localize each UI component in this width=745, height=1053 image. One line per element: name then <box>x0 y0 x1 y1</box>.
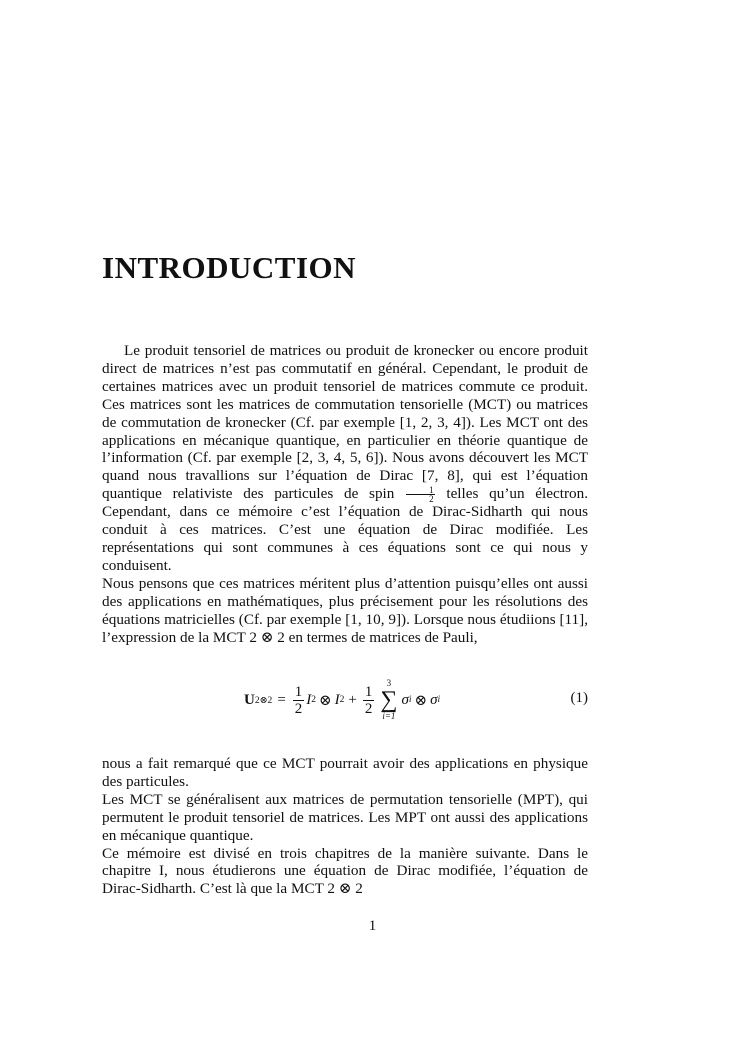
equation-fraction-1: $\frac{1}{2}$ <box>294 683 303 717</box>
equation-1 <box>102 676 588 724</box>
spin-fraction: $\frac{1}{2}$ <box>406 486 435 503</box>
summation: 3 ∑ i=1 <box>380 678 398 721</box>
paragraph-5: Ce mémoire est divisé en trois chapitres de la manière suivante. Dans le chapitre I, nous étudierons une équation de Dirac modifiée, l’équation de Dirac-Sidharth. C’est là que la MCT 2 ⊗ 2 <box>102 844 588 898</box>
paragraph-2: Nous pensons que ces matrices méritent plus d’attention puisqu’elles ont aussi des applications en mathématiques, plus précisement pour les résolutions des équations matricielles (Cf. par exemple [1, 10, 9]). Lorsque nous étudiions [11], l’expression de la MCT 2 ⊗ 2 en termes de matrices de Pauli, <box>102 574 588 646</box>
equation-fraction-2: $\frac{1}{2}$ <box>364 683 373 717</box>
paragraph-3: nous a fait remarqué que ce MCT pourrait avoir des applications en physique des particules. <box>102 755 588 790</box>
paragraph-1 <box>102 342 588 575</box>
paragraph-1-part-b: telles qu’un électron. Cependant, dans ce mémoire c’est l’équation de Dirac-Sidharth qui nous conduit à ces matrices. C’est une équation de Dirac modifiée. Les représentations qui sont communes à ces équations sont ce qui nous y conduisent. <box>102 485 588 574</box>
paragraph-1-part-a: Le produit tensoriel de matrices ou produit de kronecker ou encore produit direct de matrices n’est pas commutatif en général. Cependant, le produit de certaines matrices avec un produit tensoriel de matrices commute ce produit. Ces matrices sont les matrices de commutation tensorielle (MCT) ou matrices de commutation de kronecker (Cf. par exemple [1, 2, 3, 4]). Les MCT ont des applications en mécanique quantique, en particulier en théorie quantique de l’information (Cf. par exemple [2, 3, 4, 5, 6]). Nous avons découvert les MCT quand nous travallions sur l’équation de Dirac [7, 8], qui est l’équation quantique relativiste des particules de spin <box>102 342 588 503</box>
equation-lhs: U <box>244 691 255 708</box>
equation-number: (1) <box>570 690 588 706</box>
chapter-title: INTRODUCTION <box>102 250 357 285</box>
page-number: 1 <box>368 918 377 934</box>
paragraph-4: Les MCT se généralisent aux matrices de permutation tensorielle (MPT), qui permutent le produit tensoriel de matrices. Les MPT ont aussi des applications en mécanique quantique. <box>102 790 588 844</box>
continuation-text-block <box>102 755 588 898</box>
intro-text-block <box>102 342 588 647</box>
equation-body: U 2⊗2 = $\frac{1}{2}$ I 2 ⊗ I 2 + $\frac{1}{2}$ 3 ∑ i=1 σ i ⊗ σ i <box>244 678 441 721</box>
